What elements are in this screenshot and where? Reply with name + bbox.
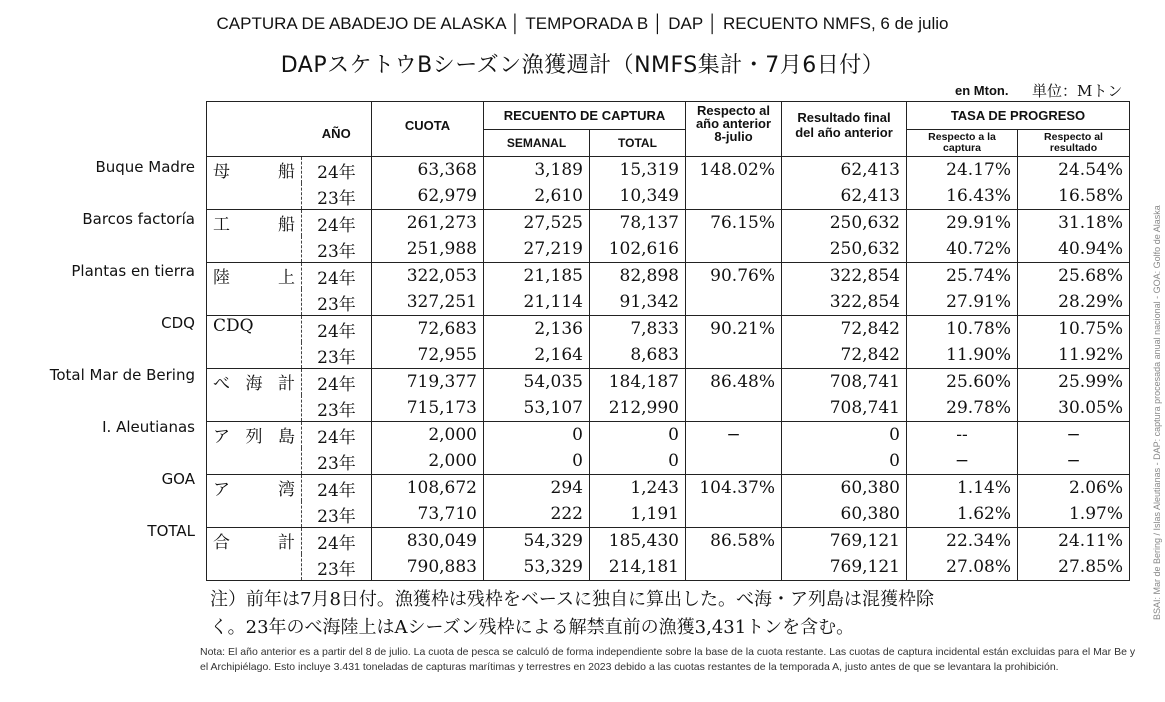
vs-prev-cell: 86.58% [686, 528, 782, 555]
quota-cell: 63,368 [372, 157, 484, 184]
header-final-line1: Resultado final [797, 110, 891, 125]
year-cell: 24年 [302, 422, 372, 449]
vs-prev-cell: 104.37% [686, 475, 782, 502]
quota-cell: 72,955 [372, 342, 484, 369]
category-label-jp: 母船 [207, 157, 302, 210]
total-cell: 214,181 [590, 554, 686, 581]
quota-cell: 719,377 [372, 369, 484, 396]
weekly-cell: 27,525 [484, 210, 590, 237]
category-label-es: Barcos factoría [82, 210, 195, 228]
vs-prev-cell: 90.21% [686, 316, 782, 343]
vs-prev-cell: 148.02% [686, 157, 782, 184]
rate-result-cell: 31.18% [1018, 210, 1130, 237]
rate-result-cell: 28.29% [1018, 289, 1130, 316]
rate-catch-cell: 27.08% [907, 554, 1018, 581]
side-note [1152, 100, 1165, 620]
header-total: TOTAL [590, 130, 686, 157]
rate-result-cell: 16.58% [1018, 183, 1130, 210]
weekly-cell: 3,189 [484, 157, 590, 184]
year-cell: 24年 [302, 157, 372, 184]
quota-cell: 72,683 [372, 316, 484, 343]
note-japanese-line1: 注）前年は7月8日付。漁獲枠は残枠をベースに独自に算出した。べ海・ア列島は混獲枠除 [210, 589, 935, 610]
rate-result-cell: 30.05% [1018, 395, 1130, 422]
vs-prev-cell: 90.76% [686, 263, 782, 290]
quota-cell: 108,672 [372, 475, 484, 502]
vs-prev-cell: 76.15% [686, 210, 782, 237]
header-catch-group: RECUENTO DE CAPTURA [484, 102, 686, 130]
vs-prev-cell [686, 236, 782, 263]
unit-label-jp: 単位：Mトン [1032, 82, 1123, 100]
category-label-jp: べ海計 [207, 369, 302, 422]
final-prev-cell: 708,741 [782, 395, 907, 422]
quota-cell: 251,988 [372, 236, 484, 263]
final-prev-cell: 708,741 [782, 369, 907, 396]
rate-catch-cell: -- [907, 422, 1018, 449]
year-cell: 24年 [302, 528, 372, 555]
header-rate-catch [907, 130, 1018, 157]
quota-cell: 715,173 [372, 395, 484, 422]
rate-catch-cell: 27.91% [907, 289, 1018, 316]
total-cell: 212,990 [590, 395, 686, 422]
final-prev-cell: 769,121 [782, 554, 907, 581]
rate-catch-cell: 10.78% [907, 316, 1018, 343]
table-row [207, 316, 1130, 343]
total-cell: 184,187 [590, 369, 686, 396]
quota-cell: 790,883 [372, 554, 484, 581]
category-label-jp: ア列島 [207, 422, 302, 475]
category-label-es: Plantas en tierra [71, 262, 195, 280]
category-label-es: CDQ [161, 314, 195, 332]
year-cell: 23年 [302, 342, 372, 369]
table-row [207, 183, 1130, 210]
total-cell: 0 [590, 422, 686, 449]
weekly-cell: 54,035 [484, 369, 590, 396]
final-prev-cell: 769,121 [782, 528, 907, 555]
note-japanese-line2: く。23年のべ海陸上はAシーズン残枠による解禁直前の漁獲3,431トンを含む。 [210, 617, 855, 638]
weekly-cell: 222 [484, 501, 590, 528]
table-row [207, 554, 1130, 581]
weekly-cell: 2,610 [484, 183, 590, 210]
catch-table [206, 101, 1130, 581]
rate-result-cell: 24.11% [1018, 528, 1130, 555]
category-label-es: I. Aleutianas [102, 418, 195, 436]
table-row [207, 448, 1130, 475]
year-cell: 23年 [302, 183, 372, 210]
vs-prev-cell: 86.48% [686, 369, 782, 396]
final-prev-cell: 322,854 [782, 263, 907, 290]
rate-catch-cell: 16.43% [907, 183, 1018, 210]
total-cell: 1,191 [590, 501, 686, 528]
table-row [207, 289, 1130, 316]
category-label-jp: CDQ [207, 316, 302, 369]
final-prev-cell: 250,632 [782, 210, 907, 237]
total-cell: 0 [590, 448, 686, 475]
total-cell: 102,616 [590, 236, 686, 263]
page-title: CAPTURA DE ABADEJO DE ALASKA │ TEMPORADA B │ DAP │ RECUENTO NMFS, 6 de julio [216, 14, 949, 33]
quota-cell: 322,053 [372, 263, 484, 290]
table-row [207, 342, 1130, 369]
header-year: AÑO [302, 102, 372, 157]
total-cell: 7,833 [590, 316, 686, 343]
side-note-text: BSAI: Mar de Bering / Islas Aleutianas - DAP: captura procesada anual nacional - GOA: Golfo de Alaska [1152, 205, 1162, 620]
table-row [207, 422, 1130, 449]
header-category [207, 102, 302, 157]
rate-catch-cell: 25.60% [907, 369, 1018, 396]
final-prev-cell: 62,413 [782, 183, 907, 210]
rate-result-cell: 40.94% [1018, 236, 1130, 263]
weekly-cell: 2,136 [484, 316, 590, 343]
final-prev-cell: 60,380 [782, 501, 907, 528]
weekly-cell: 54,329 [484, 528, 590, 555]
total-cell: 185,430 [590, 528, 686, 555]
header-rate-result-line2: resultado [1049, 142, 1098, 154]
total-cell: 82,898 [590, 263, 686, 290]
header-final-prev [782, 102, 907, 157]
year-cell: 23年 [302, 554, 372, 581]
vs-prev-cell [686, 289, 782, 316]
final-prev-cell: 0 [782, 422, 907, 449]
final-prev-cell: 322,854 [782, 289, 907, 316]
quota-cell: 261,273 [372, 210, 484, 237]
weekly-cell: 27,219 [484, 236, 590, 263]
header-final-line2: del año anterior [795, 125, 893, 140]
category-label-es: Total Mar de Bering [49, 366, 195, 384]
rate-result-cell: 2.06% [1018, 475, 1130, 502]
category-label-jp: 合計 [207, 528, 302, 581]
year-cell: 24年 [302, 316, 372, 343]
table-row [207, 475, 1130, 502]
table-body [207, 157, 1130, 581]
year-cell: 24年 [302, 475, 372, 502]
table-row [207, 263, 1130, 290]
category-label-es: GOA [161, 470, 195, 488]
weekly-cell: 0 [484, 448, 590, 475]
vs-prev-cell [686, 501, 782, 528]
rate-catch-cell: 24.17% [907, 157, 1018, 184]
quota-cell: 62,979 [372, 183, 484, 210]
weekly-cell: 21,114 [484, 289, 590, 316]
weekly-cell: 53,329 [484, 554, 590, 581]
vs-prev-cell [686, 183, 782, 210]
year-cell: 24年 [302, 263, 372, 290]
category-label-jp: 陸上 [207, 263, 302, 316]
rate-catch-cell: 29.78% [907, 395, 1018, 422]
rate-catch-cell: 1.14% [907, 475, 1018, 502]
table-row [207, 395, 1130, 422]
rate-result-cell: 24.54% [1018, 157, 1130, 184]
total-cell: 91,342 [590, 289, 686, 316]
year-cell: 24年 [302, 210, 372, 237]
total-cell: 8,683 [590, 342, 686, 369]
weekly-cell: 2,164 [484, 342, 590, 369]
rate-result-cell: 10.75% [1018, 316, 1130, 343]
header-rate-result-line1: Respecto al [1044, 131, 1103, 143]
total-cell: 78,137 [590, 210, 686, 237]
quota-cell: 2,000 [372, 422, 484, 449]
header-weekly: SEMANAL [484, 130, 590, 157]
year-cell: 23年 [302, 236, 372, 263]
table-row [207, 157, 1130, 184]
vs-prev-cell: − [686, 422, 782, 449]
weekly-cell: 21,185 [484, 263, 590, 290]
rate-result-cell: − [1018, 422, 1130, 449]
rate-catch-cell: 11.90% [907, 342, 1018, 369]
weekly-cell: 0 [484, 422, 590, 449]
japanese-title: DAPスケトウBシーズン漁獲週計（NMFS集計・7月6日付） [280, 53, 885, 78]
header-progress-group: TASA DE PROGRESO [907, 102, 1130, 130]
note-japanese [210, 586, 1155, 642]
rate-catch-cell: − [907, 448, 1018, 475]
year-cell: 23年 [302, 501, 372, 528]
category-label-es: TOTAL [147, 522, 195, 540]
weekly-cell: 294 [484, 475, 590, 502]
total-cell: 10,349 [590, 183, 686, 210]
rate-result-cell: − [1018, 448, 1130, 475]
year-cell: 23年 [302, 448, 372, 475]
vs-prev-cell [686, 395, 782, 422]
rate-catch-cell: 40.72% [907, 236, 1018, 263]
quota-cell: 830,049 [372, 528, 484, 555]
final-prev-cell: 250,632 [782, 236, 907, 263]
quota-cell: 2,000 [372, 448, 484, 475]
total-cell: 1,243 [590, 475, 686, 502]
header-prev-year-line2: año anterior [695, 116, 772, 131]
rate-result-cell: 25.99% [1018, 369, 1130, 396]
table-row [207, 236, 1130, 263]
rate-result-cell: 27.85% [1018, 554, 1130, 581]
header-prev-year-line3: 8-julio [714, 129, 753, 144]
final-prev-cell: 72,842 [782, 316, 907, 343]
table-row [207, 528, 1130, 555]
rate-catch-cell: 1.62% [907, 501, 1018, 528]
final-prev-cell: 60,380 [782, 475, 907, 502]
rate-catch-cell: 22.34% [907, 528, 1018, 555]
category-label-jp: ア湾 [207, 475, 302, 528]
vs-prev-cell [686, 554, 782, 581]
header-rate-result [1018, 130, 1130, 157]
table-row [207, 369, 1130, 396]
final-prev-cell: 72,842 [782, 342, 907, 369]
header-rate-catch-line2: captura [943, 142, 981, 154]
year-cell: 24年 [302, 369, 372, 396]
unit-label-es: en Mton. [955, 83, 1009, 98]
rate-result-cell: 11.92% [1018, 342, 1130, 369]
category-label-es: Buque Madre [95, 158, 195, 176]
header-quota: CUOTA [372, 102, 484, 157]
note-spanish: Nota: El año anterior es a partir del 8 de julio. La cuota de pesca se calculó de forma independiente sobre la base de la cuota restante. Las cuotas de captura incidental están excluidas para el Mar Be y el Archipiélago. Esto incluye 3.431 toneladas de capturas marítimas y terrestres en 2023 debido a las cuotas restantes de la temporada A, justo antes de que se levantara la prohibición. [200, 646, 1136, 673]
final-prev-cell: 0 [782, 448, 907, 475]
quota-cell: 73,710 [372, 501, 484, 528]
header-rate-catch-line1: Respecto a la [928, 131, 996, 143]
table-row [207, 210, 1130, 237]
total-cell: 15,319 [590, 157, 686, 184]
header-prev-year-line1: Respecto al [697, 103, 770, 118]
table-row [207, 501, 1130, 528]
rate-catch-cell: 25.74% [907, 263, 1018, 290]
header-prev-year [686, 102, 782, 157]
final-prev-cell: 62,413 [782, 157, 907, 184]
rate-result-cell: 25.68% [1018, 263, 1130, 290]
quota-cell: 327,251 [372, 289, 484, 316]
year-cell: 23年 [302, 395, 372, 422]
rate-catch-cell: 29.91% [907, 210, 1018, 237]
year-cell: 23年 [302, 289, 372, 316]
vs-prev-cell [686, 448, 782, 475]
category-label-jp: 工船 [207, 210, 302, 263]
vs-prev-cell [686, 342, 782, 369]
weekly-cell: 53,107 [484, 395, 590, 422]
rate-result-cell: 1.97% [1018, 501, 1130, 528]
